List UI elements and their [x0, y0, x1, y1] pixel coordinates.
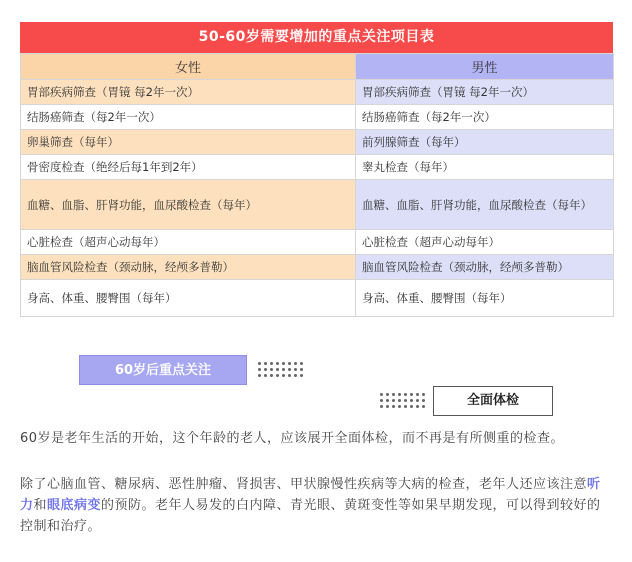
table-row [21, 180, 614, 230]
table-row [21, 80, 614, 105]
section-label-60-plus: 60岁后重点关注 [79, 355, 247, 385]
highlight-fundus: 眼底病变 [47, 498, 102, 513]
checkup-table [20, 53, 614, 317]
table-row [21, 255, 614, 280]
column-header-female: 女性 [21, 54, 356, 80]
female-cell: 骨密度检查（绝经后每1年到2年） [21, 155, 356, 180]
female-cell: 胃部疾病筛查（胃镜 每2年一次） [21, 80, 356, 105]
female-cell: 脑血管风险检查（颈动脉，经颅多普勒） [21, 255, 356, 280]
health-check-table [20, 22, 613, 317]
female-cell: 结肠癌筛查（每2年一次） [21, 105, 356, 130]
male-cell: 心脏检查（超声心动每年） [356, 230, 614, 255]
female-cell: 卵巢筛查（每年） [21, 130, 356, 155]
male-cell: 身高、体重、腰臀围（每年） [356, 280, 614, 317]
male-cell: 血糖、血脂、肝肾功能，血尿酸检查（每年） [356, 180, 614, 230]
table-title: 50-60岁需要增加的重点关注项目表 [20, 22, 613, 53]
female-cell: 心脏检查（超声心动每年） [21, 230, 356, 255]
table-row [21, 105, 614, 130]
paragraph-text: 除了心脑血管、糖尿病、恶性肿瘤、肾损害、甲状腺慢性疾病等大病的检查，老年人还应该注意 [20, 477, 588, 492]
female-cell: 血糖、血脂、肝肾功能，血尿酸检查（每年） [21, 180, 356, 230]
paragraph-text: 的预防。老年人易发的白内障、青光眼、黄斑变性等如果早期发现，可以得到较好的控制和治疗。 [20, 498, 601, 534]
female-cell: 身高、体重、腰臀围（每年） [21, 280, 356, 317]
column-header-male: 男性 [356, 54, 614, 80]
male-cell: 睾丸检查（每年） [356, 155, 614, 180]
paragraph-text: 和 [33, 498, 48, 513]
paragraph-intro: 60岁是老年生活的开始，这个年龄的老人，应该展开全面体检，而不再是有所侧重的检查。 [20, 431, 565, 446]
table-row [21, 230, 614, 255]
highlight-hearing: 听力 [20, 477, 601, 513]
male-cell: 脑血管风险检查（颈动脉，经颅多普勒） [356, 255, 614, 280]
male-cell: 胃部疾病筛查（胃镜 每2年一次） [356, 80, 614, 105]
section-label-full-checkup: 全面体检 [433, 386, 553, 416]
table-row [21, 280, 614, 317]
table-row [21, 130, 614, 155]
table-row [21, 155, 614, 180]
paragraph-details [20, 474, 614, 537]
dot-grid-decoration [258, 362, 303, 377]
male-cell: 前列腺筛查（每年） [356, 130, 614, 155]
male-cell: 结肠癌筛查（每2年一次） [356, 105, 614, 130]
dot-grid-decoration [380, 393, 425, 408]
